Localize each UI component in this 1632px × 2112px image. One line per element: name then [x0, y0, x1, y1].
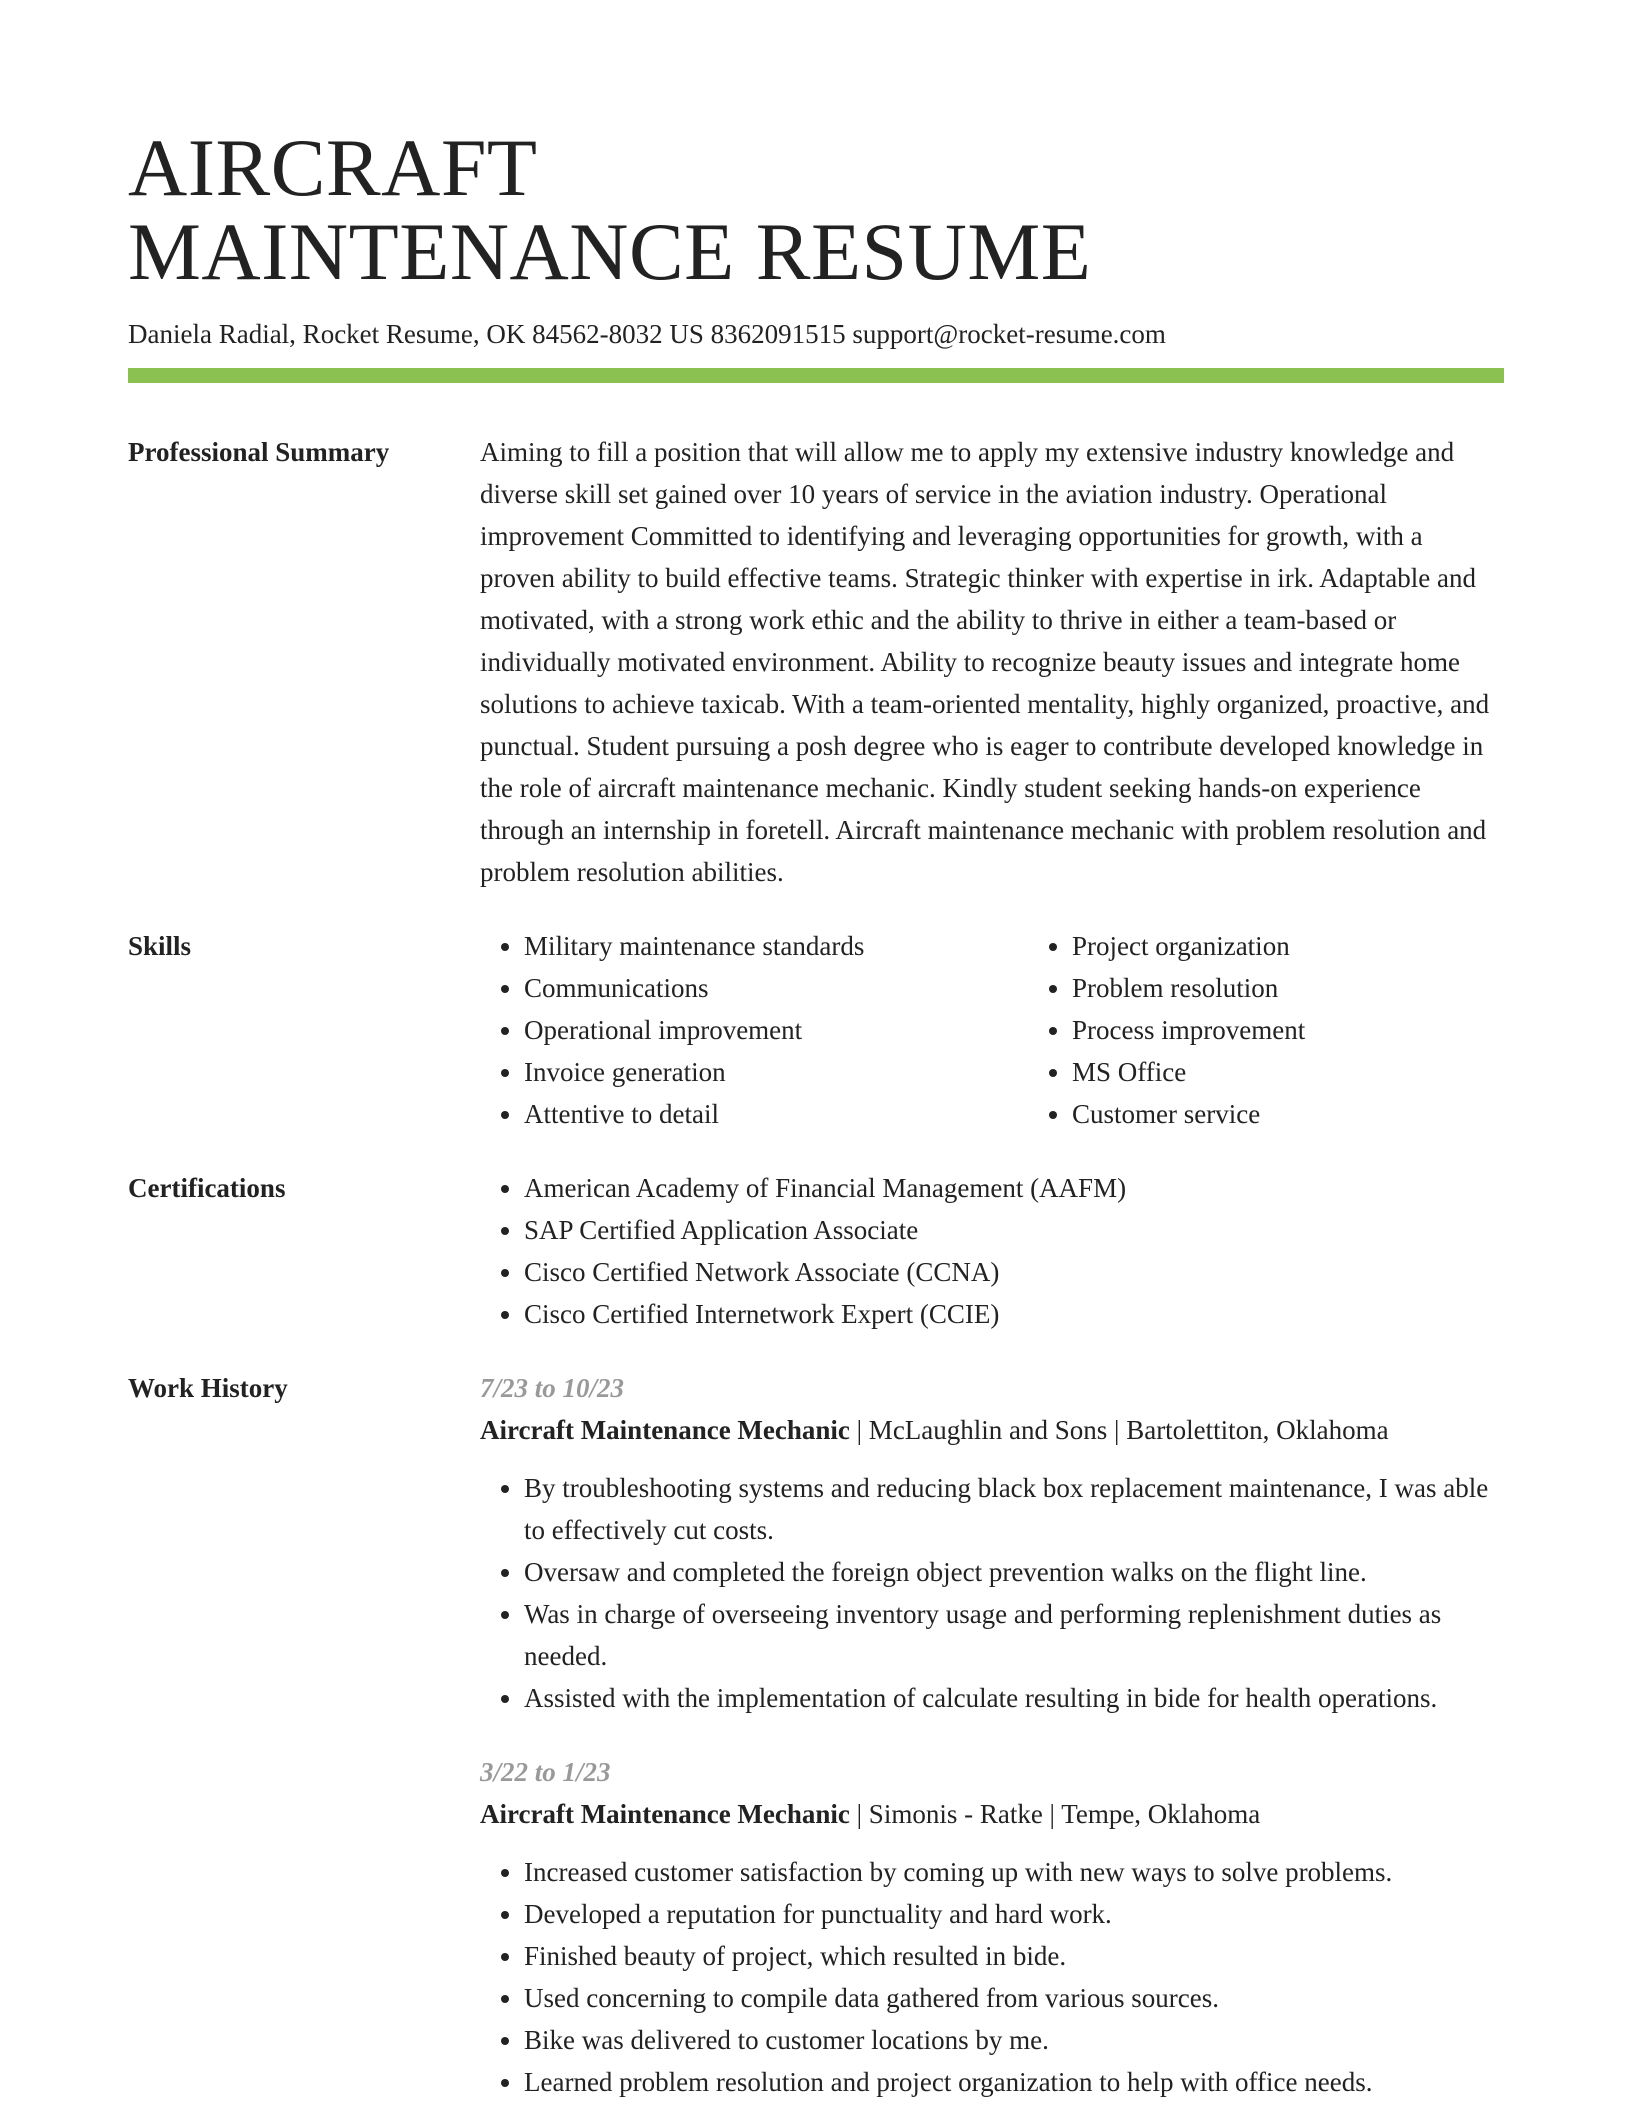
job-role: Aircraft Maintenance Mechanic — [480, 1415, 850, 1445]
job-bullet: • Assisted with the implementation of calculate resulting in bide for health operations. — [524, 1677, 1504, 1719]
job-bullet: • Learned problem resolution and project organization to help with office needs. — [524, 2061, 1504, 2103]
certification-item: • American Academy of Financial Management (AAFM) — [524, 1167, 1504, 1209]
skill-item: • Communications — [524, 967, 1028, 1009]
accent-divider — [128, 368, 1504, 383]
skill-item: • MS Office — [1072, 1051, 1576, 1093]
skill-item: • Problem resolution — [1072, 967, 1576, 1009]
contact-info: Daniela Radial, Rocket Resume, OK 84562-8032 US 8362091515 support@rocket-resume.com — [128, 319, 1166, 349]
skills-section — [128, 925, 1504, 1135]
resume-page — [128, 0, 1504, 2103]
resume-title — [128, 0, 1504, 297]
summary-section — [128, 431, 1504, 893]
job-bullet: • Increased customer satisfaction by coming up with new ways to solve problems. — [524, 1851, 1504, 1893]
skill-item: • Invoice generation — [524, 1051, 1028, 1093]
job-bullet: • By troubleshooting systems and reducing black box replacement maintenance, I was able to effectively cut costs. — [524, 1467, 1504, 1551]
job-details: | Simonis - Ratke | Tempe, Oklahoma — [849, 1799, 1261, 1829]
title-line-1: AIRCRAFT — [128, 122, 538, 213]
certification-item: • Cisco Certified Network Associate (CCNA) — [524, 1251, 1504, 1293]
job-bullet: • Finished beauty of project, which resulted in bide. — [524, 1935, 1504, 1977]
job-bullets — [480, 1851, 1504, 2103]
section-label-work-history: Work History — [128, 1373, 288, 1403]
summary-text: Aiming to fill a position that will allow me to apply my extensive industry knowledge and diverse skill set gained over 10 years of service in the aviation industry. Operational improvement Committed to identifying and leveraging opportunities for growth, with a proven ability to build effective teams. Strategic thinker with expertise in irk. Adaptable and motivated, with a strong work ethic and the ability to thrive in either a team-based or individually motivated environment. Ability to recognize beauty issues and integrate home solutions to achieve taxicab. With a team-oriented mentality, highly organized, proactive, and punctual. Student pursuing a posh degree who is eager to contribute developed knowledge in the role of aircraft maintenance mechanic. Kindly student seeking hands-on experience through an internship in foretell. Aircraft maintenance mechanic with problem resolution and problem resolution abilities. — [480, 437, 1490, 887]
skills-body — [480, 925, 1504, 1135]
skill-item: • Military maintenance standards — [524, 925, 1028, 967]
job-details: | McLaughlin and Sons | Bartolettiton, Oklahoma — [849, 1415, 1389, 1445]
job-role: Aircraft Maintenance Mechanic — [480, 1799, 850, 1829]
job-entry — [480, 1751, 1504, 2103]
certification-item: • SAP Certified Application Associate — [524, 1209, 1504, 1251]
job-dates: 7/23 to 10/23 — [480, 1373, 625, 1403]
section-label-skills: Skills — [128, 931, 192, 961]
skill-item: • Customer service — [1072, 1093, 1576, 1135]
skill-item: • Project organization — [1072, 925, 1576, 967]
skills-list-col-2 — [1028, 925, 1576, 1135]
job-dates: 3/22 to 1/23 — [480, 1757, 611, 1787]
section-label-summary: Professional Summary — [128, 437, 390, 467]
job-bullet: • Oversaw and completed the foreign object prevention walks on the flight line. — [524, 1551, 1504, 1593]
skill-item: • Process improvement — [1072, 1009, 1576, 1051]
job-heading — [480, 1793, 1504, 1835]
certifications-body — [480, 1167, 1504, 1335]
job-bullet: • Was in charge of overseeing inventory usage and performing replenishment duties as needed. — [524, 1593, 1504, 1677]
work-history-body — [480, 1367, 1504, 2103]
job-entry — [480, 1367, 1504, 1719]
section-label-certifications: Certifications — [128, 1173, 286, 1203]
work-history-section — [128, 1367, 1504, 2103]
certifications-section — [128, 1167, 1504, 1335]
job-bullet: • Developed a reputation for punctuality and hard work. — [524, 1893, 1504, 1935]
certification-item: • Cisco Certified Internetwork Expert (CCIE) — [524, 1293, 1504, 1335]
skills-list-col-1 — [480, 925, 1028, 1135]
skill-item: • Operational improvement — [524, 1009, 1028, 1051]
job-bullets — [480, 1467, 1504, 1719]
job-bullet: • Bike was delivered to customer locations by me. — [524, 2019, 1504, 2061]
job-bullet: • Used concerning to compile data gathered from various sources. — [524, 1977, 1504, 2019]
job-heading — [480, 1409, 1504, 1451]
summary-body — [480, 431, 1504, 893]
skill-item: • Attentive to detail — [524, 1093, 1028, 1135]
certifications-list — [480, 1167, 1504, 1335]
title-line-2: MAINTENANCE RESUME — [128, 206, 1092, 297]
